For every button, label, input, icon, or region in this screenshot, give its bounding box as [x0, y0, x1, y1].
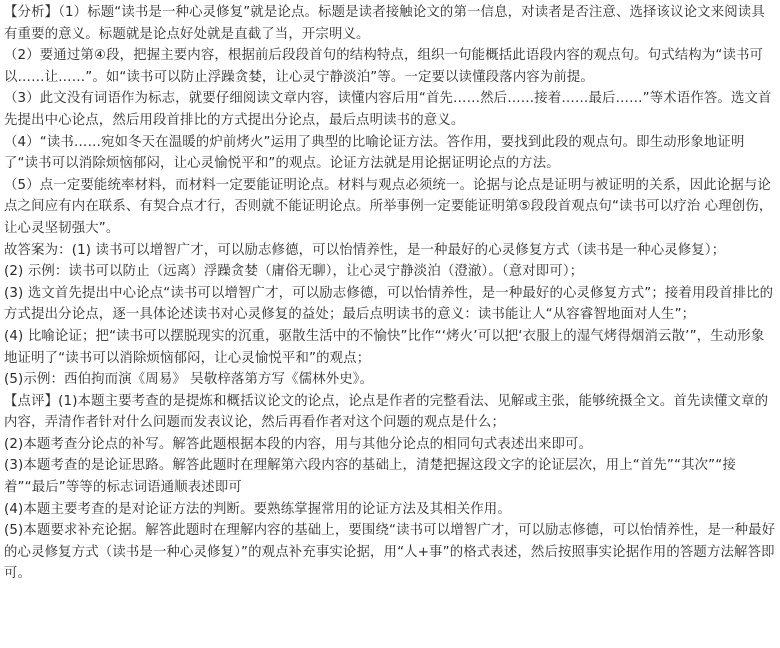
comment-paragraph-2: (2)本题考查分论点的补写。解答此题根据本段的内容，用与其他分论点的相同句式表述出来即可。 — [4, 436, 593, 452]
comment-text-1: (1)本题主要考查的是提炼和概括议论文的论点，论点是作者的完整看法、见解或主张，能够统摄全文。首先读懂文章的内容，弄清作者针对什么问题而发表议论，然后再看作者对这个问题的观点是什么； — [4, 393, 769, 431]
answer-line-1: 故答案为：(1) 读书可以增智广才，可以励志修德，可以怡情养性，是一种最好的心灵修复方式（读书是一种心灵修复）； — [4, 242, 726, 258]
answer-line-3: (3) 选文首先提出中心论点“读书可以增智广才，可以励志修德，可以怡情养性，是一种最好的心灵修复方式”；接着用段首排比的方式提出分论点，逐一具体论述读书对心灵修复的益处；最后点明读书的意义：读书能让人“从容睿智地面对人生”； — [4, 285, 774, 323]
analysis-paragraph-1 — [4, 2, 776, 45]
answer-line-4: (4) 比喻论证；把“读书可以摆脱现实的沉重，驱散生活中的不愉快”比作“‘烤火’可以把‘衣服上的湿气烤得烟消云散’”，生动形象地证明了“读书可以消除烦恼郁闷，让心灵愉悦平和”的观点； — [4, 328, 765, 366]
answer-line-2: (2) 示例：读书可以防止（远离）浮躁贪婪（庸俗无聊），让心灵宁静淡泊（澄澈）。（意对即可）； — [4, 264, 584, 280]
analysis-paragraph-2: （2）要通过第④段，把握主要内容，根据前后段段首句的结构特点，组织一句能概括此语段内容的观点句。句式结构为“读书可以……让……”。如“读书可以防止浮躁贪婪，让心灵宁静淡泊”等。一定要以读懂段落内容为前提。 — [4, 48, 764, 85]
analysis-tag: 【分析】 — [4, 5, 59, 20]
comment-paragraph-1 — [4, 391, 776, 434]
comment-paragraph-5: (5)本题要求补充论据。解答此题时在理解内容的基础上，要围绕“读书可以增智广才，可以励志修德，可以怡情养性，是一种最好的心灵修复方式（读书是一种心灵修复）”的观点补充事实论据，用“人+事”的格式表述，然后按照事实论据作用的答题方法解答即可。 — [4, 523, 776, 582]
analysis-text-1: （1）标题“读书是一种心灵修复”就是论点。标题是读者接触论文的第一信息，对读者是否注意、选择该议论文来阅读具有重要的意义。标题就是论点好处就是直截了当，开宗明义。 — [4, 5, 765, 42]
analysis-paragraph-5: （5）点一定要能统率材料，而材料一定要能证明论点。材料与观点必须统一。论据与论点是证明与被证明的关系，因此论据与论点之间应有内在联系、有契合点才行，否则就不能证明论点。所举事例一定要能证明第⑤段段首观点句“读书可以疗治 心理创伤，让心灵坚韧强大”。 — [4, 177, 773, 236]
solution-document — [4, 2, 776, 585]
comment-tag: 【点评】 — [4, 393, 59, 409]
analysis-paragraph-4: （4）“读书……宛如冬天在温暖的炉前烤火”运用了典型的比喻论证方法。答作用，要找到此段的观点句。即生动形象地证明了“读书可以消除烦恼郁闷，让心灵愉悦平和”的观点。论证方法就是用论据证明论点的方法。 — [4, 134, 745, 172]
answer-line-5: (5)示例：西伯拘而演《周易》 吴敬梓落第方写《儒林外史》。 — [4, 372, 374, 388]
comment-paragraph-3: (3)本题考查的是论证思路。解答此题时在理解第六段内容的基础上，清楚把握这段文字的论证层次，用上“首先”“其次”“接着”“最后”等等的标志词语通顺表述即可 — [4, 458, 736, 496]
comment-paragraph-4: (4)本题主要考查的是对论证方法的判断。要熟练掌握常用的论证方法及其相关作用。 — [4, 501, 511, 517]
analysis-paragraph-3: （3）此文没有词语作为标志，就要仔细阅读文章内容，读懂内容后用“首先……然后……接着……最后……”等术语作答。选文首先提出中心论点，然后用段首排比的方式提出分论点，最后点明读书的意义。 — [4, 91, 772, 128]
